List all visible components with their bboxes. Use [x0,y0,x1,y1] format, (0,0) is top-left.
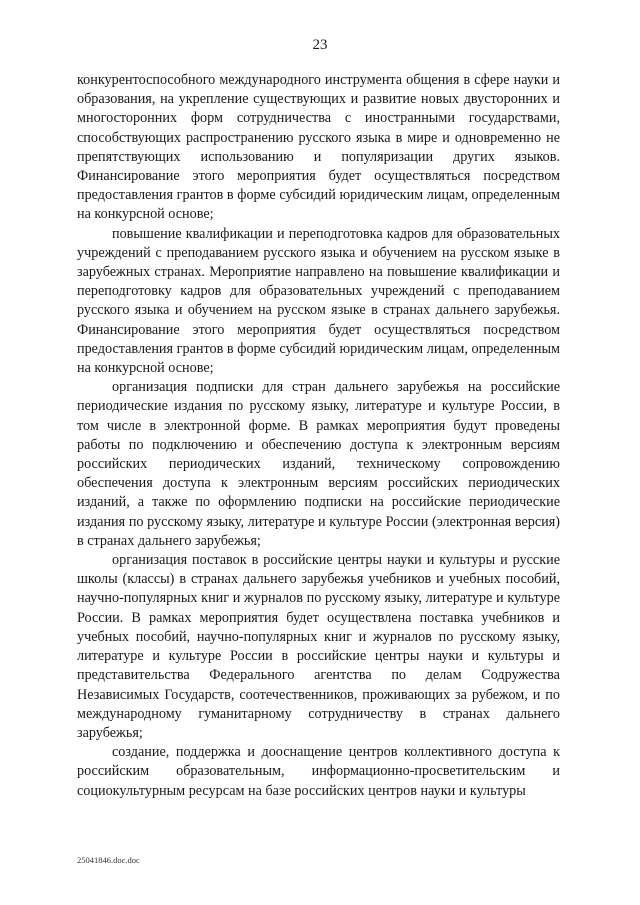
paragraph-periodicals-subscription: организация подписки для стран дальнего зарубежья на российские периодические издания по русскому языку, литературе и культуре России, в том числе в электронной форме. В рамках мероприятия будут проведены работы по подключению и обеспечению доступа к электронным версиям российских периодических изданий, техническому сопровождению обеспечения доступа к электронным версиям российских периодических изданий, а также по оформлению подписки на российские периодические издания по русскому языку, литературе и культуре России (электронная версия) в странах дальнего зарубежья; [77,379,560,549]
file-name-footer: 25041846.doc.doc [77,855,140,865]
paragraph-access-centers: создание, поддержка и дооснащение центров коллективного доступа к российским образовательным, информационно-просветительским и социокультурным ресурсам на базе российских центров науки и культуры [77,744,560,799]
paragraph-textbook-supply: организация поставок в российские центры науки и культуры и русские школы (классы) в странах дальнего зарубежья учебников и учебных пособий, научно-популярных книг и журналов по русскому языку, литературе и культуре России. В рамках мероприятия будет осуществлена поставка учебников и учебных пособий, научно-популярных книг и журналов по русскому языку, литературе и культуре России в российские центры науки и культуры и представительства Федерального агентства по делам Содружества Независимых Государств, соотечественников, проживающих за рубежом, и по международному гуманитарному сотрудничеству в странах дальнего зарубежья; [77,552,560,741]
page-number: 23 [312,37,328,53]
document-body [77,71,560,801]
paragraph-continuation: конкурентоспособного международного инструмента общения в сфере науки и образования, на укрепление существующих и развитие новых двусторонних и многосторонних форм сотрудничества с иностранными государствами, способствующих распространению русского языка в мире и одновременно не препятствующих использованию и популяризации других языков. Финансирование этого мероприятия будет осуществляться посредством предоставления грантов в форме субсидий юридическим лицам, определенным на конкурсной основе; [77,72,560,223]
paragraph-staff-training: повышение квалификации и переподготовка кадров для образовательных учреждений с преподаванием русского языка и обучением на русском языке в зарубежных странах. Мероприятие направлено на повышение квалификации и переподготовку кадров для образовательных учреждений с преподаванием русского языка и обучением на русском языке в странах дальнего зарубежья. Финансирование этого мероприятия будет осуществляться посредством предоставления грантов в форме субсидий юридическим лицам, определенным на конкурсной основе; [77,225,560,377]
